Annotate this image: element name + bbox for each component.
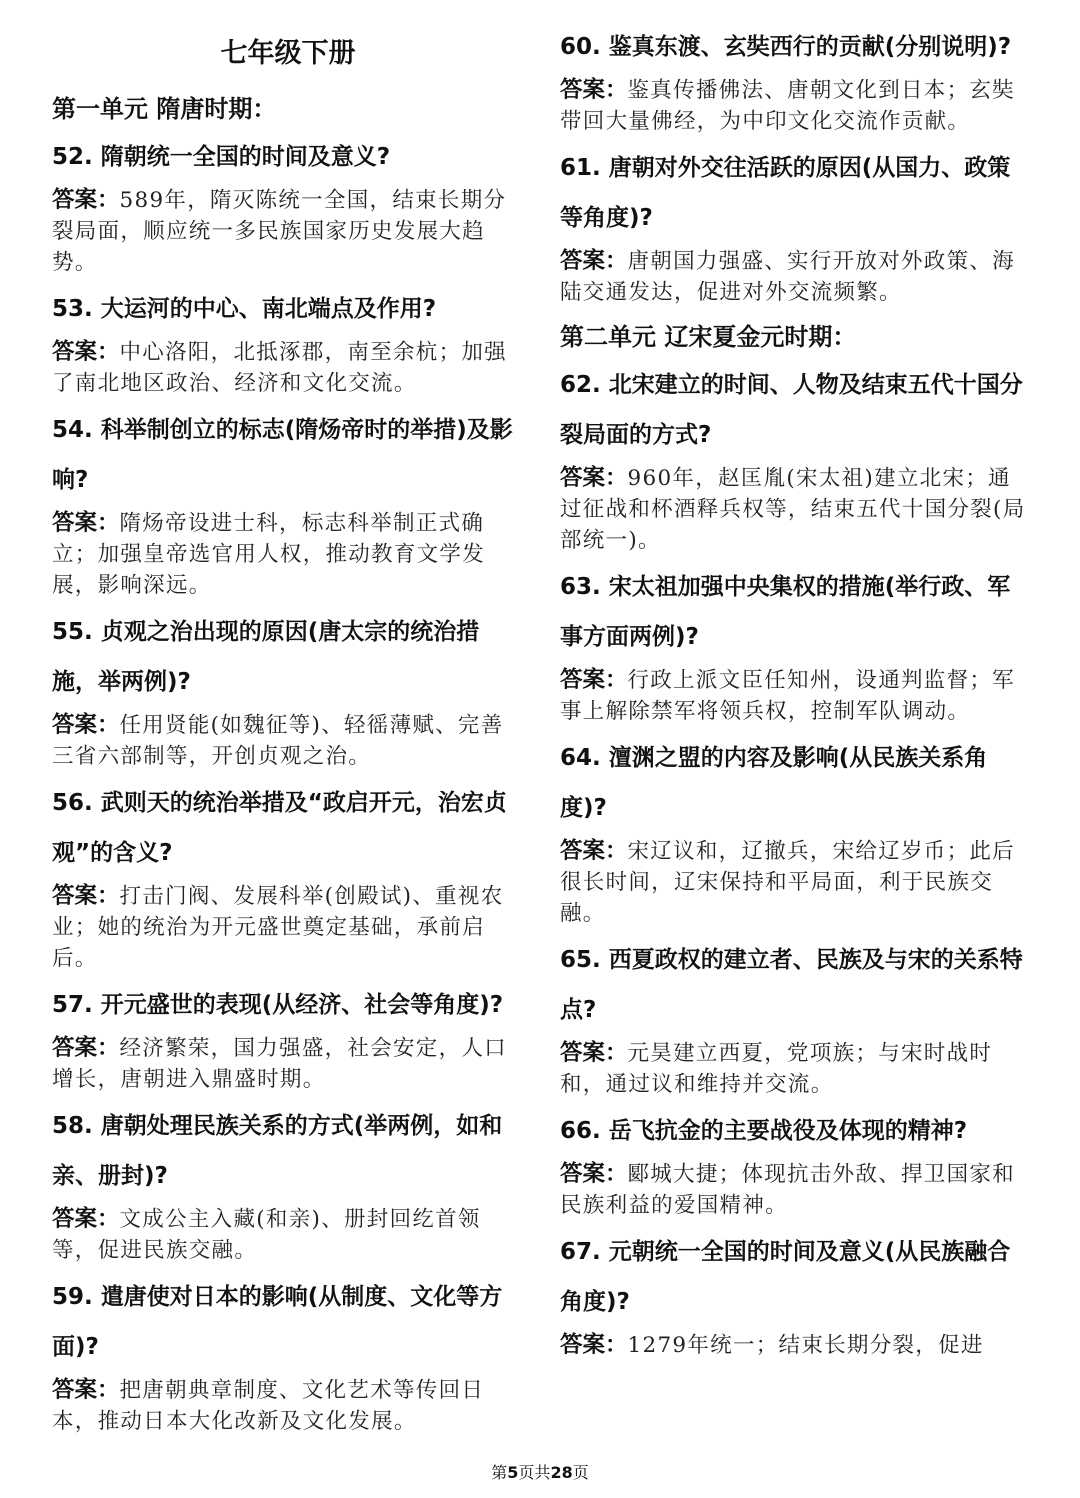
page-footer	[0, 1460, 1080, 1483]
question: 61. 唐朝对外交往活跃的原因(从国力、政策等角度)?	[560, 155, 1011, 231]
unit-heading-1: 第一单元 隋唐时期：	[52, 95, 277, 123]
unit-heading-2: 第二单元 辽宋夏金元时期：	[560, 323, 857, 351]
answer-text: 郾城大捷；体现抗击外敌、捍卫国家和民族利益的爱国精神。	[560, 1162, 1015, 1218]
answer-text: 1279年统一；结束长期分裂，促进	[627, 1333, 984, 1358]
answer-text: 隋炀帝设进士科，标志科举制正式确立；加强皇帝选官用人权，推动教育文学发展，影响深远。	[52, 511, 486, 598]
answer-text: 中心洛阳，北抵涿郡，南至余杭；加强了南北地区政治、经济和文化交流。	[52, 340, 507, 396]
answer	[52, 508, 524, 601]
right-qa-list-2	[560, 360, 1032, 1361]
answer-label: 答案：	[52, 187, 120, 213]
answer-label: 答案：	[560, 248, 628, 274]
answer-label: 答案：	[52, 1206, 120, 1232]
question: 53. 大运河的中心、南北端点及作用?	[52, 296, 437, 322]
question: 67. 元朝统一全国的时间及意义(从民族融合角度)?	[560, 1239, 1011, 1315]
right-qa-list-1	[560, 22, 1032, 308]
question: 52. 隋朝统一全国的时间及意义?	[52, 144, 391, 170]
footer-text: 页共	[518, 1463, 551, 1482]
answer-label: 答案：	[52, 883, 120, 909]
answer	[52, 1033, 524, 1095]
answer-label: 答案：	[560, 465, 628, 491]
answer-text: 任用贤能(如魏征等)、轻徭薄赋、完善三省六部制等，开创贞观之治。	[52, 713, 504, 769]
answer-text: 文成公主入藏(和亲)、册封回纥首领等，促进民族交融。	[52, 1207, 481, 1263]
question: 64. 澶渊之盟的内容及影响(从民族关系角度)?	[560, 745, 988, 821]
answer-text: 打击门阀、发展科举(创殿试)、重视农业；她的统治为开元盛世奠定基础，承前启后。	[52, 884, 504, 971]
answer	[52, 185, 524, 278]
answer-label: 答案：	[52, 510, 120, 536]
answer-text: 唐朝国力强盛、实行开放对外政策、海陆交通发达，促进对外交流频繁。	[560, 249, 1015, 305]
question: 56. 武则天的统治举措及“政启开元，治宏贞观”的含义?	[52, 790, 507, 866]
answer-label: 答案：	[52, 712, 120, 738]
answer-label: 答案：	[560, 1161, 628, 1187]
answer	[52, 1375, 524, 1437]
answer-text: 589年，隋灭陈统一全国，结束长期分裂局面，顺应统一多民族国家历史发展大趋势。	[52, 188, 507, 275]
answer	[560, 1159, 1032, 1221]
page-total: 28	[550, 1463, 573, 1482]
question: 65. 西夏政权的建立者、民族及与宋的关系特点?	[560, 947, 1023, 1023]
left-qa-list	[52, 132, 524, 1437]
question: 54. 科举制创立的标志(隋炀帝时的举措)及影响?	[52, 417, 513, 493]
answer	[560, 665, 1032, 727]
page-title: 七年级下册	[220, 38, 356, 69]
answer	[560, 463, 1032, 556]
answer	[560, 836, 1032, 929]
question: 55. 贞观之治出现的原因(唐太宗的统治措施，举两例)?	[52, 619, 480, 695]
question: 59. 遣唐使对日本的影响(从制度、文化等方面)?	[52, 1284, 503, 1360]
question: 60. 鉴真东渡、玄奘西行的贡献(分别说明)?	[560, 34, 1012, 60]
question: 57. 开元盛世的表现(从经济、社会等角度)?	[52, 992, 504, 1018]
answer-text: 960年，赵匡胤(宋太祖)建立北宋；通过征战和杯酒释兵权等，结束五代十国分裂(局部统一)。	[560, 466, 1026, 553]
answer	[52, 881, 524, 974]
answer-text: 行政上派文臣任知州，设通判监督；军事上解除禁军将领兵权，控制军队调动。	[560, 668, 1015, 724]
answer	[560, 246, 1032, 308]
answer-text: 鉴真传播佛法、唐朝文化到日本；玄奘带回大量佛经，为中印文化交流作贡献。	[560, 78, 1015, 134]
answer	[52, 337, 524, 399]
answer-text: 把唐朝典章制度、文化艺术等传回日本，推动日本大化改新及文化发展。	[52, 1378, 485, 1434]
footer-text: 页	[572, 1463, 589, 1482]
answer	[560, 1330, 1032, 1361]
answer-label: 答案：	[52, 1377, 120, 1403]
page-number: 5	[507, 1463, 519, 1482]
answer-label: 答案：	[560, 1332, 628, 1358]
question: 58. 唐朝处理民族关系的方式(举两例，如和亲、册封)?	[52, 1113, 503, 1189]
answer	[52, 1204, 524, 1266]
answer-label: 答案：	[560, 77, 628, 103]
answer-label: 答案：	[560, 667, 628, 693]
answer-text: 元昊建立西夏，党项族；与宋时战时和，通过议和维持并交流。	[560, 1041, 993, 1097]
answer	[560, 75, 1032, 137]
answer-text: 宋辽议和，辽撤兵，宋给辽岁币；此后很长时间，辽宋保持和平局面，利于民族交融。	[560, 839, 1015, 926]
left-column	[52, 22, 524, 1443]
right-column	[560, 22, 1032, 1367]
answer-label: 答案：	[560, 1040, 628, 1066]
answer-text: 经济繁荣，国力强盛，社会安定，人口增长，唐朝进入鼎盛时期。	[52, 1036, 507, 1092]
answer-label: 答案：	[52, 1035, 120, 1061]
footer-text: 第	[491, 1463, 508, 1482]
answer	[560, 1038, 1032, 1100]
question: 66. 岳飞抗金的主要战役及体现的精神?	[560, 1118, 968, 1144]
answer-label: 答案：	[52, 339, 120, 365]
question: 62. 北宋建立的时间、人物及结束五代十国分裂局面的方式?	[560, 372, 1023, 448]
answer	[52, 710, 524, 772]
question: 63. 宋太祖加强中央集权的措施(举行政、军事方面两例)?	[560, 574, 1011, 650]
answer-label: 答案：	[560, 838, 628, 864]
